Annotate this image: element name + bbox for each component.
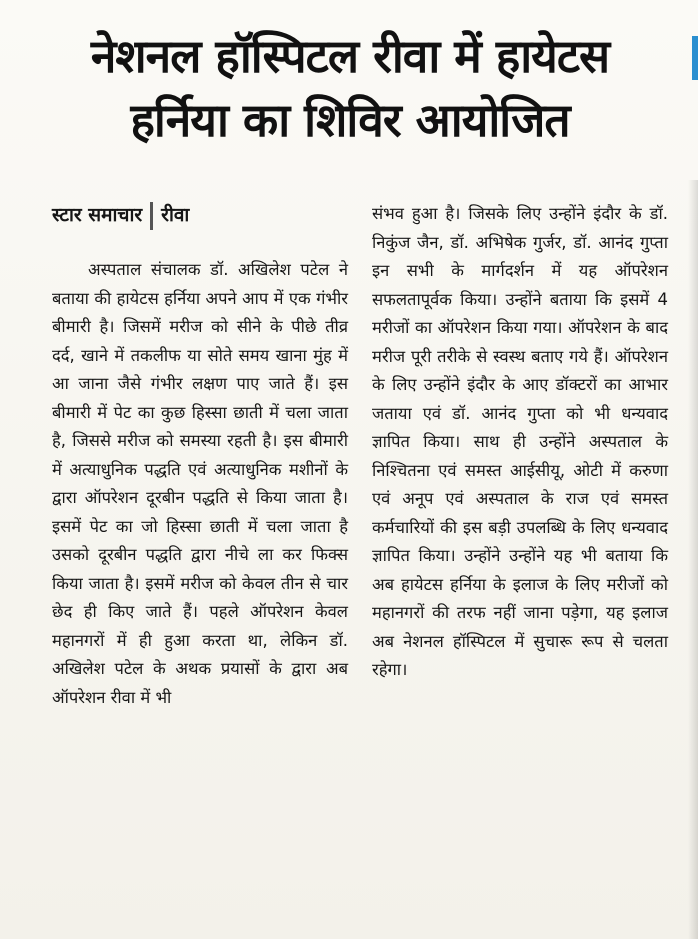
headline-line-2: हर्निया का शिविर आयोजित: [130, 93, 570, 147]
article-headline: [20, 24, 680, 152]
page-fold-shadow: [688, 180, 698, 939]
byline-place: रीवा: [161, 204, 190, 226]
byline: [52, 200, 348, 230]
headline-line-1: नेशनल हॉस्पिटल रीवा में हायेटस: [90, 29, 610, 83]
article-column-right: [372, 200, 668, 685]
article-body-left: अस्पताल संचालक डॉ. अखिलेश पटेल ने बताया की हायेटस हर्निया अपने आप में एक गंभीर बीमारी है। जिसमें मरीज को सीने के पीछे तीव्र दर्द, खाने में तकलीफ या सोते समय खाना मुंह में आ जाना जैसे गंभीर लक्षण पाए जाते हैं। इस बीमारी में पेट का कुछ हिस्सा छाती में चला जाता है, जिससे मरीज को समस्या रहती है। इस बीमारी में अत्याधुनिक पद्धति एवं अत्याधुनिक मशीनों के द्वारा ऑपरेशन दूरबीन पद्धति से किया जाता है। इसमें पेट का जो हिस्सा छाती में चला जाता है उसको दूरबीन पद्धति द्वारा नीचे ला कर फिक्स किया जाता है। इसमें मरीज को केवल तीन से चार छेद ही किए जाते हैं। पहले ऑपरेशन केवल महानगरों में ही हुआ करता था, लेकिन डॉ. अखिलेश पटेल के अथक प्रयासों के द्वारा अब ऑपरेशन रीवा में भी: [52, 260, 348, 707]
adjacent-article-edge: [692, 36, 698, 80]
byline-divider: [150, 202, 153, 230]
article-column-left: [52, 200, 348, 712]
article-body-right: संभव हुआ है। जिसके लिए उन्होंने इंदौर के डॉ. निकुंज जैन, डॉ. अभिषेक गुर्जर, डॉ. आनंद गुप्ता इन सभी के मार्गदर्शन में यह ऑपरेशन सफलतापूर्वक किया। उन्होंने बताया कि इसमें 4 मरीजों का ऑपरेशन किया गया। ऑपरेशन के बाद मरीज पूरी तरीके से स्वस्थ बताए गये हैं। ऑपरेशन के लिए उन्होंने इंदौर के आए डॉक्टरों का आभार जताया एवं डॉ. आनंद गुप्ता को भी धन्यवाद ज्ञापित किया। साथ ही उन्होंने अस्पताल के निश्चितना एवं समस्त आईसीयू, ओटी में करुणा एवं अनूप एवं अस्पताल के राज एवं समस्त कर्मचारियों की इस बड़ी उपलब्धि के लिए धन्यवाद ज्ञापित किया। उन्होंने उन्होंने यह भी बताया कि अब हायेटस हर्निया के इलाज के लिए मरीजों को महानगरों की तरफ नहीं जाना पड़ेगा, यह इलाज अब नेशनल हॉस्पिटल में सुचारू रूप से चलता रहेगा।: [372, 204, 668, 679]
byline-source: स्टार समाचार: [52, 204, 143, 226]
